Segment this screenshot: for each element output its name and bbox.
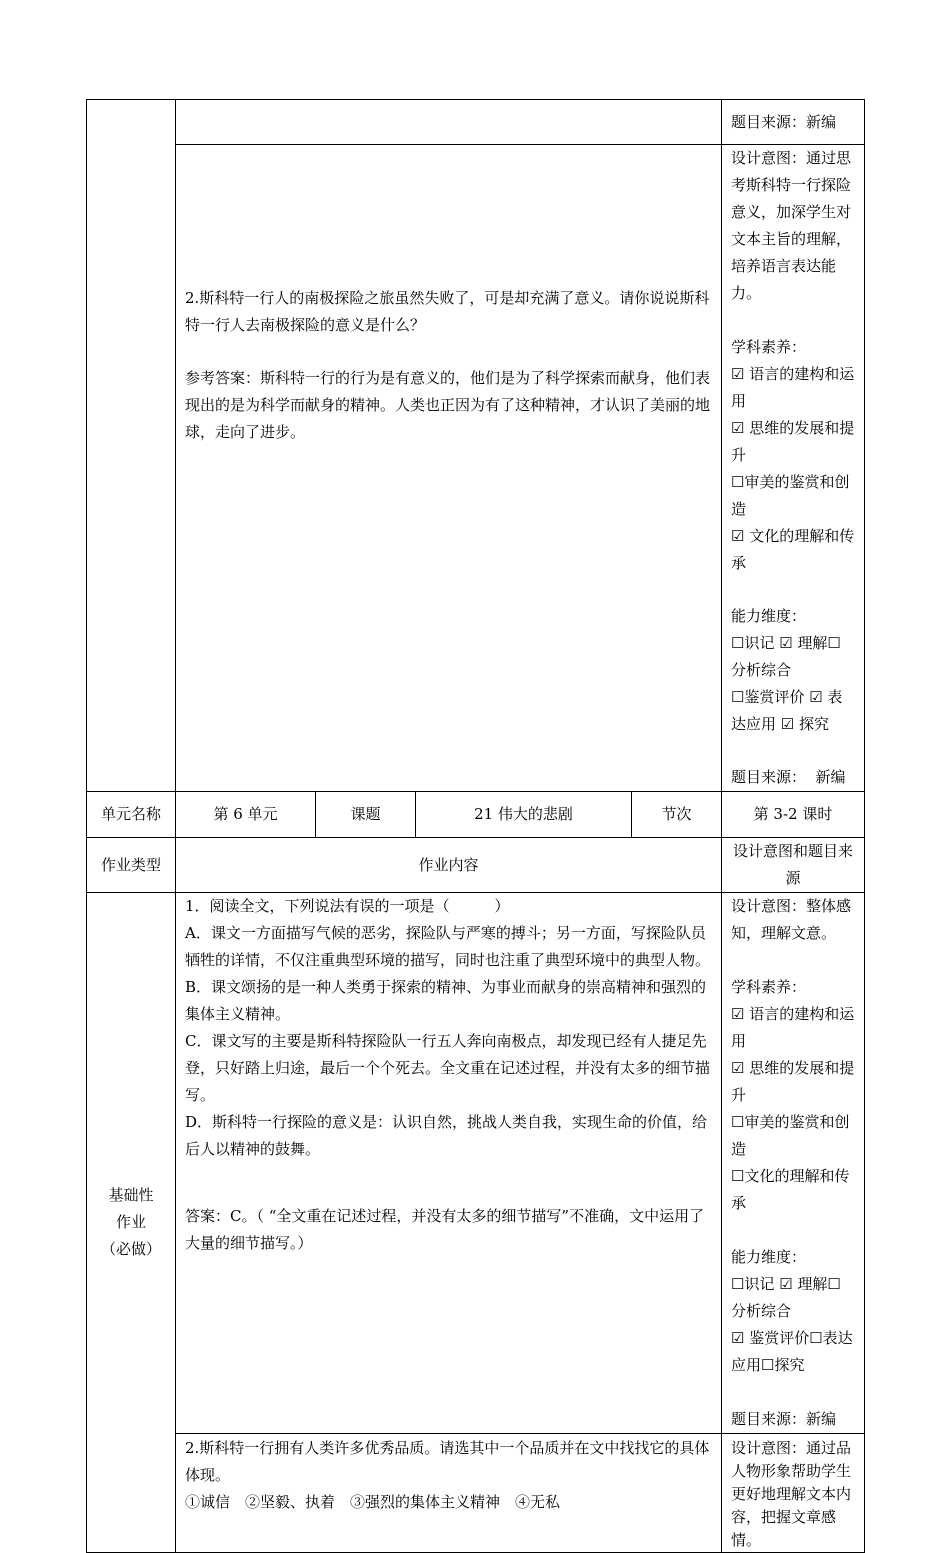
ability-title: 能力维度： bbox=[731, 1248, 807, 1266]
q1-answer: 答案：C。（ “全文重在记述过程，并没有太多的细节描写”不准确，文中运用了大量的细节描写。） bbox=[185, 1207, 705, 1252]
literacy-item: ☐审美的鉴赏和创造 bbox=[731, 473, 850, 518]
literacy-item: ☑ 文化的理解和传承 bbox=[731, 527, 855, 572]
homework-type-cell bbox=[87, 893, 176, 1553]
q2-design-cell bbox=[722, 145, 865, 792]
literacy-item: ☐审美的鉴赏和创造 bbox=[731, 1113, 850, 1158]
header-type: 作业类型 bbox=[87, 838, 176, 893]
literacy-title: 学科素养： bbox=[731, 338, 807, 356]
q2-basic-stem: 2.斯科特一行拥有人类许多优秀品质。请选其中一个品质并在文中找找它的具体体现。 bbox=[185, 1439, 710, 1484]
type-cell-continued bbox=[87, 100, 176, 792]
ability-item: ☐鉴赏评价 ☑ 表达应用 ☑ 探究 bbox=[731, 688, 843, 733]
homework-design-table bbox=[86, 99, 865, 1553]
header-design: 设计意图和题目来源 bbox=[722, 838, 865, 893]
ability-item: ☑ 鉴赏评价☐表达应用☐探究 bbox=[731, 1329, 853, 1374]
q2-content-cell bbox=[176, 145, 722, 792]
period-label: 节次 bbox=[632, 792, 722, 838]
q1-option-b: B．课文颂扬的是一种人类勇于探索的精神、为事业而献身的崇高精神和强烈的集体主义精神。 bbox=[185, 978, 707, 1023]
ability-item: ☐识记 ☑ 理解☐分析综合 bbox=[731, 634, 841, 679]
homework-type-line: 作业 bbox=[115, 1213, 146, 1231]
literacy-item: ☑ 思维的发展和提升 bbox=[731, 1059, 855, 1104]
q1-option-d: D．斯科特一行探险的意义是：认识自然，挑战人类自我，实现生命的价值，给后人以精神的鼓舞。 bbox=[185, 1113, 708, 1158]
q1-option-a: A．课文一方面描写气候的恶劣，探险队与严寒的搏斗；另一方面，写探险队员牺牲的详情，不仅注重典型环境的描写，同时也注重了典型环境中的典型人物。 bbox=[185, 924, 711, 969]
q1-option-c: C．课文写的主要是斯科特探险队一行五人奔向南极点，却发现已经有人捷足先登，只好踏上归途，最后一个个死去。全文重在记述过程，并没有太多的细节描写。 bbox=[185, 1032, 711, 1104]
source-text: 题目来源： 新编 bbox=[731, 768, 846, 786]
q2-answer: 参考答案：斯科特一行的行为是有意义的，他们是为了科学探索而献身，他们表现出的是为科学而献身的精神。人类也正因为有了这种精神，才认识了美丽的地球，走向了进步。 bbox=[185, 369, 711, 441]
literacy-item: ☑ 语言的建构和运用 bbox=[731, 365, 855, 410]
q1-stem: 1．阅读全文，下列说法有误的一项是（ ） bbox=[185, 897, 510, 915]
design-intent: 设计意图：通过品人物形象帮助学生更好地理解文本内容，把握文章感情。 bbox=[731, 1439, 852, 1549]
literacy-item: ☑ 语言的建构和运用 bbox=[731, 1005, 855, 1050]
source-text: 题目来源：新编 bbox=[731, 112, 837, 131]
header-content: 作业内容 bbox=[176, 838, 722, 893]
homework-type-line: （必做） bbox=[100, 1240, 161, 1258]
q2-basic-design-cell bbox=[722, 1434, 865, 1553]
design-intent: 设计意图：整体感知，理解文意。 bbox=[731, 897, 852, 942]
q2-basic-content-cell bbox=[176, 1434, 722, 1553]
q1-design-cell bbox=[722, 893, 865, 1434]
unit-value: 第 6 单元 bbox=[176, 792, 316, 838]
ability-item: ☐识记 ☑ 理解☐分析综合 bbox=[731, 1275, 841, 1320]
literacy-title: 学科素养： bbox=[731, 978, 807, 996]
q1-content-cell bbox=[176, 893, 722, 1434]
topic-label: 课题 bbox=[316, 792, 416, 838]
q2-basic-choices: ①诚信 ②坚毅、执着 ③强烈的集体主义精神 ④无私 bbox=[185, 1493, 561, 1511]
period-value: 第 3-2 课时 bbox=[722, 792, 865, 838]
literacy-item: ☐文化的理解和传承 bbox=[731, 1167, 850, 1212]
design-intent: 设计意图：通过思考斯科特一行探险意义，加深学生对文本主旨的理解，培养语言表达能力。 bbox=[731, 149, 852, 302]
unit-label: 单元名称 bbox=[87, 792, 176, 838]
q2-question: 2.斯科特一行人的南极探险之旅虽然失败了，可是却充满了意义。请你说说斯科特一行人去南极探险的意义是什么？ bbox=[185, 289, 710, 334]
source-text: 题目来源：新编 bbox=[731, 1410, 837, 1428]
design-cell-top bbox=[722, 100, 865, 145]
ability-title: 能力维度： bbox=[731, 607, 807, 625]
content-cell-top bbox=[176, 100, 722, 145]
topic-value: 21 伟大的悲剧 bbox=[416, 792, 632, 838]
homework-type-line: 基础性 bbox=[108, 1186, 154, 1204]
literacy-item: ☑ 思维的发展和提升 bbox=[731, 419, 855, 464]
